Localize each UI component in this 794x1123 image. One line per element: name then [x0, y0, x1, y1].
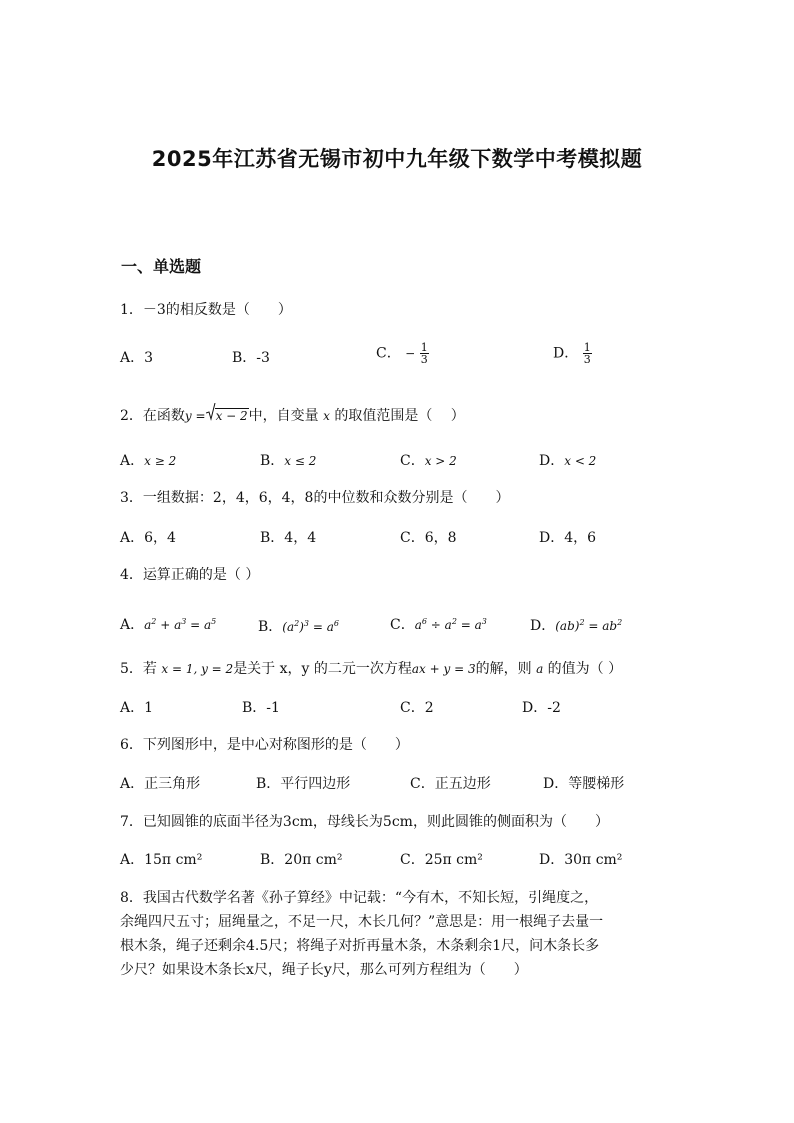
variable-x: x [323, 409, 330, 423]
question-5-option-a: A．1 [120, 700, 154, 716]
option-label: B． [258, 619, 283, 635]
variable-a: a [536, 662, 544, 676]
minus-sign: − [405, 346, 416, 361]
sqrt-expression [206, 406, 249, 426]
question-5-option-d: D．-2 [522, 700, 561, 716]
question-7-stem: 7．已知圆锥的底面半径为3cm，母线长为5cm，则此圆锥的侧面积为（ ） [120, 814, 609, 830]
stem-text: 是关于 x，y 的二元一次方程 [233, 661, 412, 677]
option-math: x ≤ 2 [284, 454, 317, 468]
option-math: $(a^2)^3 = a^6$ [282, 619, 339, 634]
option-label: C． [390, 617, 415, 633]
question-3-option-d: D．4，6 [539, 530, 597, 546]
question-4-option-d [530, 613, 622, 636]
section-heading: 一、单选题 [121, 257, 202, 276]
option-math: $a^6 \div a^2 = a^3$ [414, 617, 487, 632]
option-label: C． [376, 345, 401, 362]
question-1-option-a: A．3 [120, 350, 154, 366]
stem-text: 2．在函数 [120, 408, 185, 424]
question-2-option-b [260, 451, 316, 471]
question-4-option-b [258, 614, 339, 637]
option-math: $(ab)^2 = ab^2$ [555, 618, 623, 633]
stem-text: 中，自变量 [248, 408, 319, 424]
question-7-option-d: D．30π cm² [539, 852, 623, 868]
question-4-option-a [120, 612, 216, 635]
question-1-option-b: B．-3 [232, 350, 270, 366]
option-math: $a^2 + a^3 = a^5$ [144, 617, 217, 632]
fraction-denominator: 3 [420, 353, 428, 366]
stem-text: 的值为（ ） [547, 661, 623, 677]
fraction-one-third [583, 342, 592, 365]
question-1-stem: 1．－3的相反数是（ ） [120, 302, 292, 318]
solution-math: x = 1, y = 2 [161, 662, 234, 676]
question-2-option-d [539, 451, 596, 471]
paragraph-line: 余绳四尺五寸；屈绳量之，不足一尺，木长几何？”意思是：用一根绳子去量一 [120, 914, 604, 930]
question-6-option-a: A．正三角形 [120, 776, 201, 792]
option-label: A． [120, 453, 145, 469]
stem-text: 的解，则 [475, 661, 532, 677]
fraction-numerator: 1 [583, 341, 591, 354]
equation-math: ax + y = 3 [411, 662, 476, 676]
question-6-option-d: D．等腰梯形 [543, 776, 625, 792]
question-6-stem: 6．下列图形中，是中心对称图形的是（ ） [120, 737, 409, 753]
option-math: x ≥ 2 [144, 454, 177, 468]
sqrt-icon [206, 403, 216, 421]
paragraph-line: 少尺？如果设木条长x尺，绳子长y尺，那么可列方程组为（ ） [120, 962, 528, 978]
question-7-option-c: C．25π cm² [400, 852, 483, 868]
stem-text: 5．若 [120, 661, 157, 677]
question-5-stem [120, 659, 622, 679]
question-8-paragraph [120, 886, 680, 982]
question-5-option-b: B．-1 [242, 700, 280, 716]
question-3-stem: 3．一组数据：2，4，6，4，8的中位数和众数分别是（ ） [120, 490, 510, 506]
option-label: B． [260, 453, 285, 469]
page-title: 2025年江苏省无锡市初中九年级下数学中考模拟题 [151, 147, 643, 171]
question-5-option-c: C．2 [400, 700, 434, 716]
question-3-option-a: A．6，4 [120, 530, 176, 546]
stem-text: 的取值范围是（ ） [334, 408, 465, 424]
question-6-option-b: B．平行四边形 [256, 776, 351, 792]
question-2-option-a [120, 451, 176, 471]
fraction-denominator: 3 [583, 353, 591, 366]
question-6-option-c: C．正五边形 [410, 776, 491, 792]
paragraph-line: 8．我国古代数学名著《孙子算经》中记载：“今有木，不知长短，引绳度之， [120, 890, 599, 906]
function-lhs: y = [184, 409, 206, 423]
question-7-option-b: B．20π cm² [260, 852, 343, 868]
option-label: D． [539, 453, 565, 469]
question-2-stem [120, 406, 465, 426]
question-3-option-b: B．4，4 [260, 530, 317, 546]
fraction-one-third [420, 342, 429, 365]
question-1-option-c [376, 342, 429, 365]
question-4-stem: 4．运算正确的是（ ） [120, 567, 260, 583]
fraction-numerator: 1 [420, 341, 428, 354]
paragraph-line: 根木条，绳子还剩余4.5尺；将绳子对折再量木条，木条剩余1尺，问木条长多 [120, 938, 600, 954]
question-7-option-a: A．15π cm² [120, 852, 203, 868]
option-math: x > 2 [424, 454, 457, 468]
option-math: x < 2 [564, 454, 597, 468]
question-3-option-c: C．6，8 [400, 530, 457, 546]
option-label: D． [530, 618, 556, 634]
question-1-option-d [553, 342, 592, 365]
option-label: C． [400, 453, 425, 469]
radicand: x − 2 [215, 409, 248, 423]
option-label: A． [120, 617, 145, 633]
question-4-option-c [390, 612, 487, 635]
question-2-option-c [400, 451, 457, 471]
option-label: D． [553, 345, 579, 362]
